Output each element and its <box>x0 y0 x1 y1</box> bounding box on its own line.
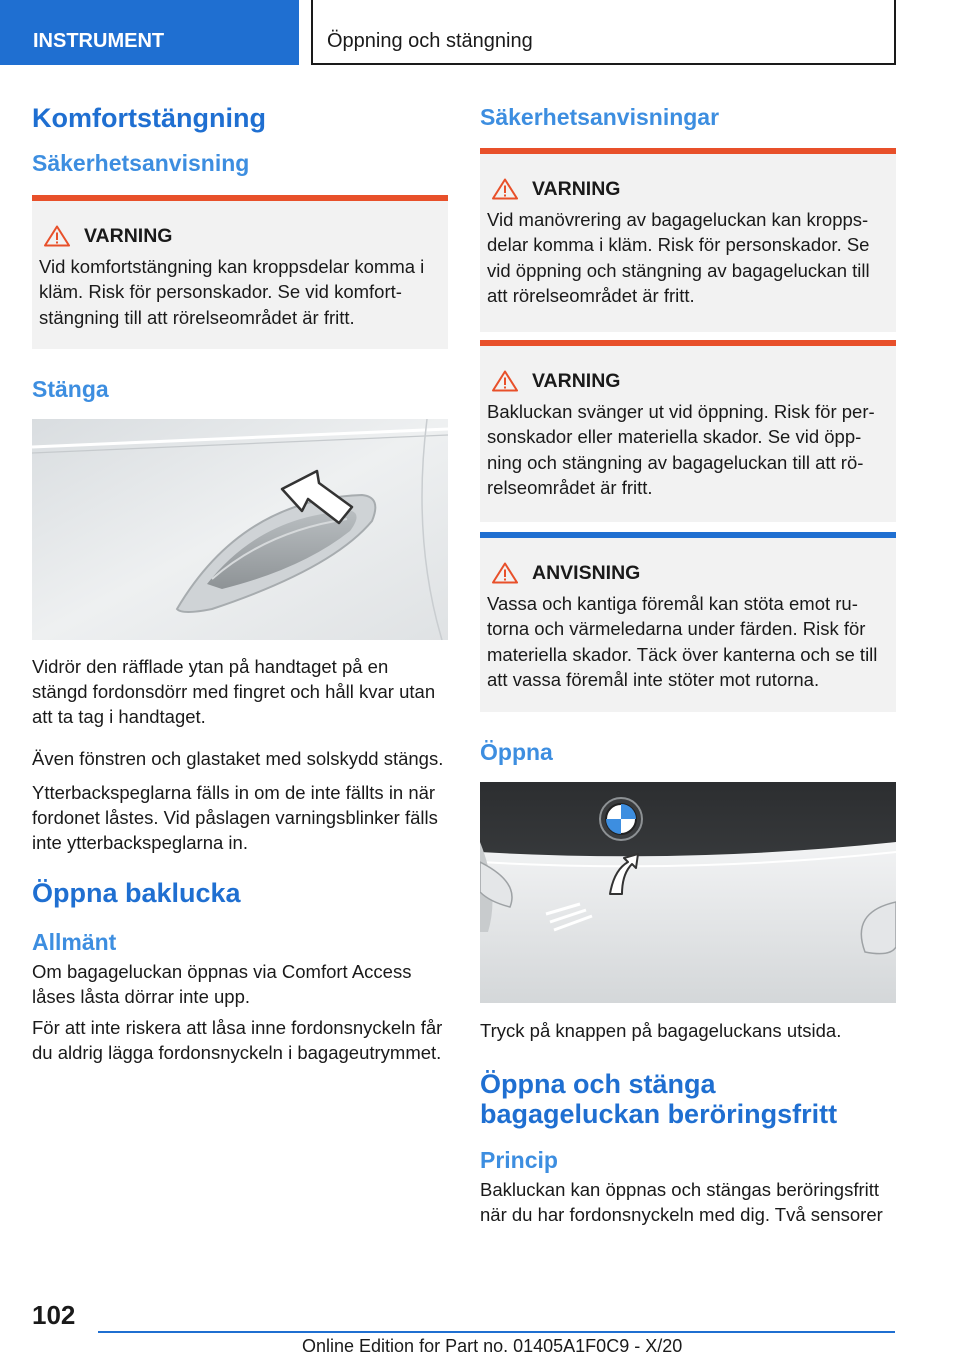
warning-box-tailgate-operation <box>480 148 896 332</box>
footer-edition: Online Edition for Part no. 01405A1F0C9 - X/20 <box>302 1336 683 1356</box>
heading-stanga: Stänga <box>32 375 109 402</box>
warning-title: VARNING <box>532 369 621 392</box>
paragraph-oppna: Tryck på knappen på bagageluckans utsida. <box>480 1020 842 1042</box>
warning-title: VARNING <box>532 177 621 200</box>
left-column <box>32 100 448 1065</box>
heading-sakerhetsanvisning: Säkerhetsanvisning <box>32 150 250 177</box>
page-number: 102 <box>32 1300 76 1330</box>
warning-box-comfort-close <box>32 195 448 349</box>
heading-oppna-baklucka: Öppna baklucka <box>32 878 241 909</box>
heading-komfortstangning: Komfortstängning <box>32 103 266 133</box>
warning-text: Vid manövrering av bagageluckan kan kroppsdelar komma i kläm. Risk för personskador. Se vid öppning och stängning av bagageluckan till att rörelseområdet är fritt. <box>487 208 870 307</box>
warning-triangle-icon <box>44 225 70 247</box>
paragraph-stanga-1: Vidrör den räfflade ytan på handtaget på en stängd fordonsdörr med fingret och håll kvar utan att ta tag i handtaget. <box>32 656 436 728</box>
warning-triangle-icon <box>492 370 518 392</box>
warning-triangle-icon <box>492 562 518 584</box>
note-title: ANVISNING <box>532 561 641 584</box>
warning-box-tailgate-swing <box>480 340 896 522</box>
paragraph-allmant-2: För att inte riskera att låsa inne fordonsnyckeln får du aldrig lägga fordonsnyckeln i bagageutrymmet. <box>32 1016 443 1063</box>
header-chapter-tab <box>311 0 896 65</box>
right-column <box>480 100 896 1227</box>
door-handle-illustration <box>32 419 448 640</box>
tailgate-button-illustration <box>480 782 896 1003</box>
paragraph-stanga-3: Ytterbackspeglarna fälls in om de inte fällts in när fordonet låstes. Vid påslagen varningsblinker fälls inte ytterbackspeglarna in. <box>32 782 438 854</box>
heading-oppna: Öppna <box>480 738 553 765</box>
header-section-tab <box>0 0 299 65</box>
heading-allmant: Allmänt <box>32 929 117 956</box>
paragraph-allmant-1: Om bagageluckan öppnas via Comfort Access låses låsta dörrar inte upp. <box>32 960 412 1007</box>
heading-sakerhetsanvisningar: Säkerhetsanvisningar <box>480 104 720 130</box>
header-section-label: INSTRUMENT <box>33 30 165 52</box>
warning-title: VARNING <box>84 224 173 247</box>
header-chapter-label: Öppning och stängning <box>327 30 533 52</box>
footer-divider <box>98 1331 895 1333</box>
warning-text: Bakluckan svänger ut vid öppning. Risk för personskador eller materiella skador. Se vid öppning och stängning av bagageluckan till att rörelseområdet är fritt. <box>487 400 875 499</box>
paragraph-stanga-2: Även fönstren och glastaket med solskydd stängs. <box>32 748 444 770</box>
warning-triangle-icon <box>492 178 518 200</box>
note-text: Vassa och kantiga föremål kan stöta emot rutorna och värmeledarna under färden. Risk för materiella skador. Täck över kanterna och se till att vassa föremål inte stöter mot rutorna. <box>487 592 878 691</box>
heading-princip: Princip <box>480 1147 558 1174</box>
paragraph-princip: Bakluckan kan öppnas och stängas beröringsfritt när du har fordonsnyckeln med dig. Två sensorer <box>480 1178 883 1225</box>
warning-text: Vid komfortstängning kan kroppsdelar komma i kläm. Risk för personskador. Se vid komfortstängning till att rörelseområdet är fritt. <box>39 255 425 328</box>
note-box-sharp-objects <box>480 532 896 712</box>
heading-touchless-tailgate: Öppna och stänga bagageluckan beröringsfritt <box>480 1069 838 1130</box>
